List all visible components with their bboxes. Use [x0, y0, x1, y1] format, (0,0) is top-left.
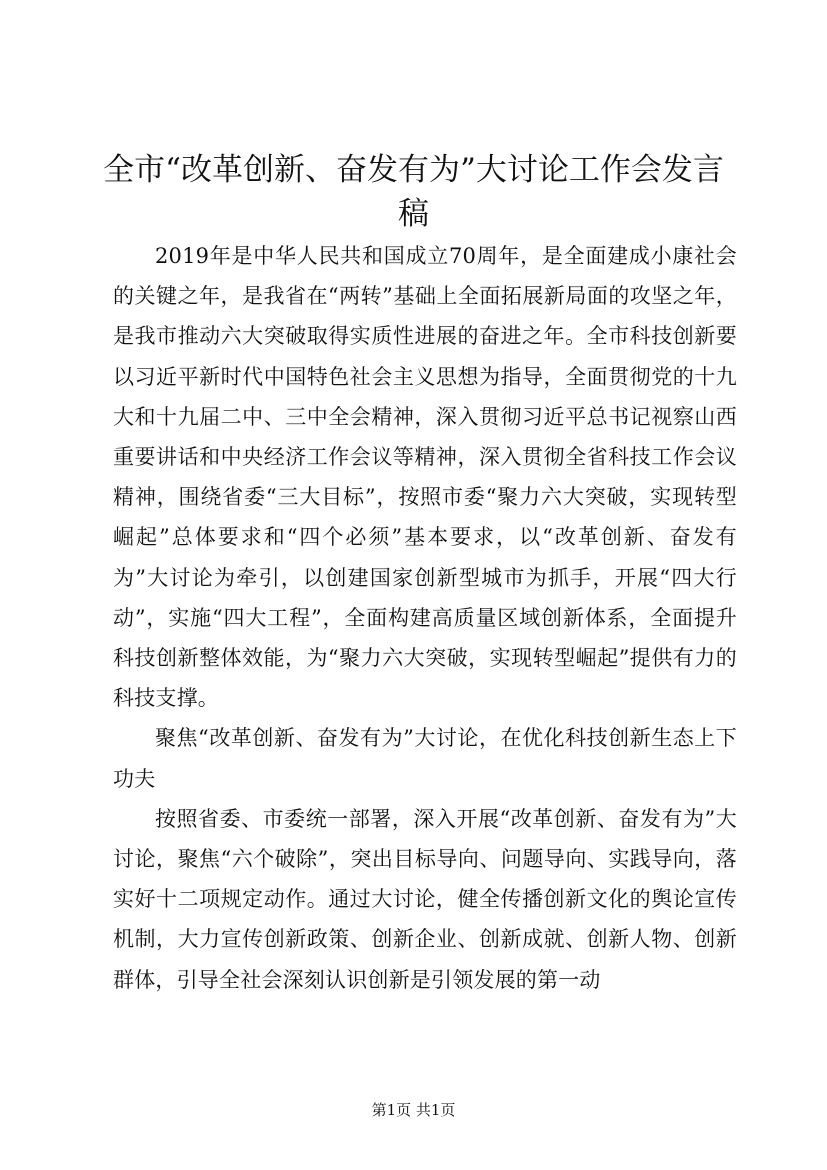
document-body: [113, 236, 737, 1000]
page-footer: 第1页 共1页: [371, 1101, 456, 1119]
paragraph-discussion: 按照省委、市委统一部署，深入开展“改革创新、奋发有为”大讨论，聚焦“六个破除”，突出目标导向、问题导向、实践导向，落实好十二项规定动作。通过大讨论，健全传播创新文化的舆论宣传机制，大力宣传创新政策、创新企业、创新成就、创新人物、创新群体，引导全社会深刻认识创新是引领发展的第一动: [113, 806, 737, 992]
paragraph-intro: 2019年是中华人民共和国成立70周年，是全面建成小康社会的关键之年，是我省在“两转”基础上全面拓展新局面的攻坚之年，是我市推动六大突破取得实质性进展的奋进之年。全市科技创新要以习近平新时代中国特色社会主义思想为指导，全面贯彻党的十九大和十九届二中、三中全会精神，深入贯彻习近平总书记视察山西重要讲话和中央经济工作会议等精神，深入贯彻全省科技工作会议精神，围绕省委“三大目标”，按照市委“聚力六大突破，实现转型崛起”总体要求和“四个必须”基本要求，以“改革创新、奋发有为”大讨论为牵引，以创建国家创新型城市为抓手，开展“四大行动”，实施“四大工程”，全面构建高质量区域创新体系，全面提升科技创新整体效能，为“聚力六大突破，实现转型崛起”提供有力的科技支撑。: [113, 244, 737, 711]
paragraph-heading: 聚焦“改革创新、奋发有为”大讨论，在优化科技创新生态上下功夫: [113, 726, 737, 791]
document-title: 全市“改革创新、奋发有为”大讨论工作会发言稿: [103, 152, 724, 232]
